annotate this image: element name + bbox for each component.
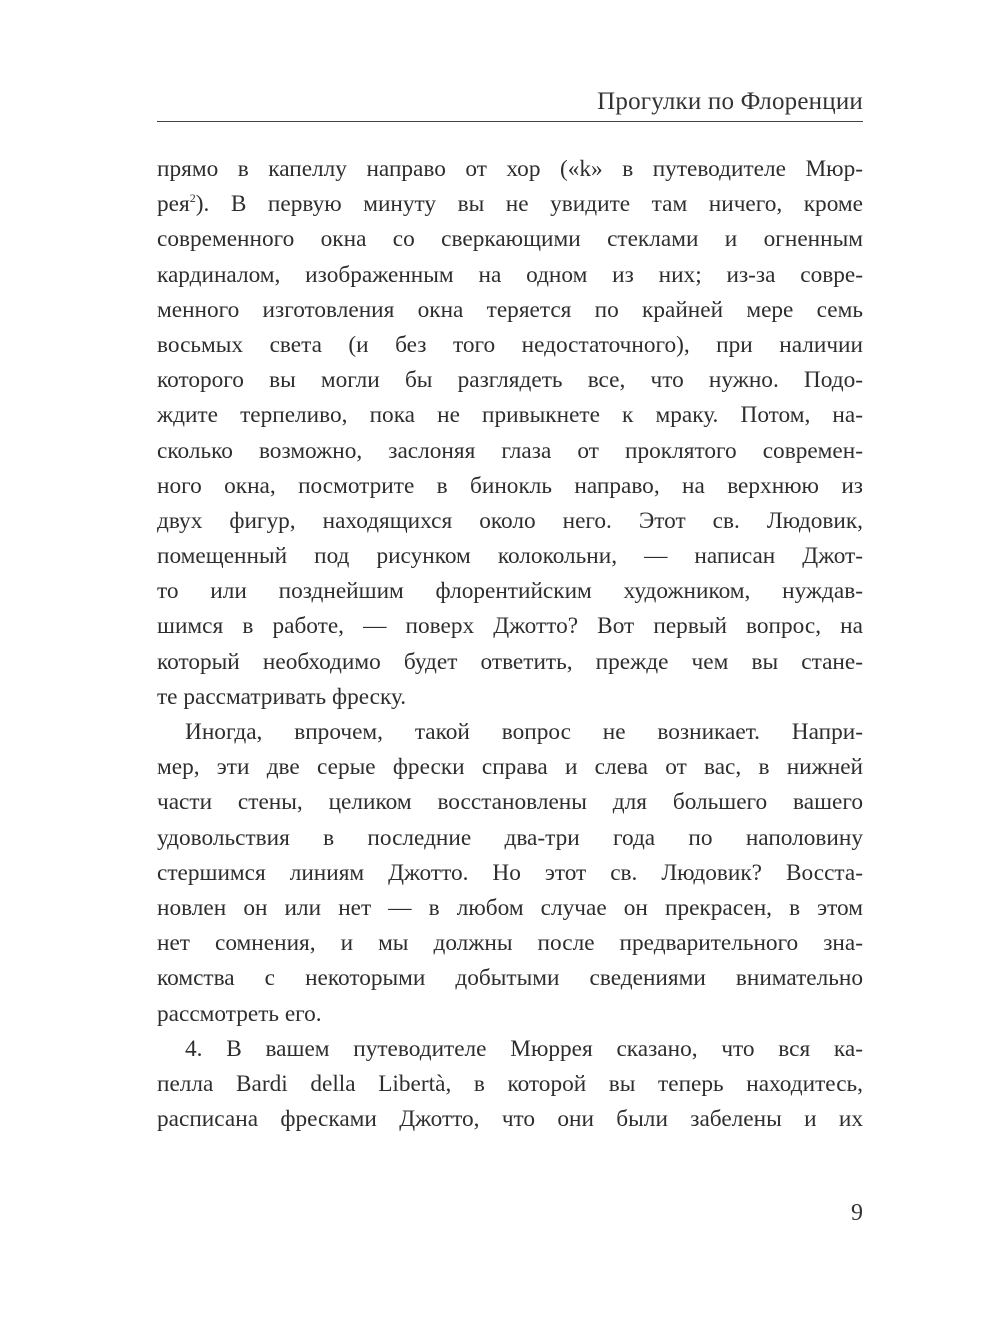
body-text	[157, 152, 863, 1137]
text-line: менного изготовления окна теряется по крайней мере семь	[157, 296, 863, 323]
text-line: сколько возможно, заслоняя глаза от проклятого современ-	[157, 437, 863, 464]
text-line-with-footnote	[157, 187, 863, 222]
text-line: расписана фресками Джотто, что они были забелены и их	[157, 1106, 863, 1133]
text-fragment: ). В первую минуту вы не увидите там ничего, кроме	[195, 191, 863, 218]
text-line: пелла Bardi della Libertà, в которой вы теперь находитесь,	[157, 1070, 863, 1097]
text-line: шимся в работе, — поверх Джотто? Вот первый вопрос, на	[157, 613, 863, 640]
text-line: прямо в капеллу направо от хор («k» в путеводителе Мюр-	[157, 156, 863, 182]
text-line: ждите терпеливо, пока не привыкнете к мраку. Потом, на-	[157, 402, 863, 429]
text-line: восьмых света (и без того недостаточного), при наличии	[157, 331, 863, 358]
text-fragment: рея	[157, 191, 190, 218]
header-rule	[157, 121, 863, 122]
text-line: те рассматривать фреску.	[157, 683, 407, 710]
text-line-indented: Иногда, впрочем, такой вопрос не возникает. Напри-	[185, 719, 863, 745]
text-line: рассмотреть его.	[157, 1000, 322, 1027]
text-line: мер, эти две серые фрески справа и слева от вас, в нижней	[157, 754, 863, 781]
text-line: двух фигур, находящихся около него. Этот св. Людовик,	[157, 507, 863, 534]
text-line: который необходимо будет ответить, прежде чем вы стане-	[157, 648, 863, 675]
footnote-mark[interactable]: 2	[189, 191, 196, 206]
text-line: нет сомнения, и мы должны после предварительного зна-	[157, 930, 863, 957]
text-line: то или позднейшим флорентийским художником, нуждав-	[157, 578, 863, 605]
text-line: современного окна со сверкающими стеклами и огненным	[157, 226, 863, 253]
text-line: помещенный под рисунком колокольни, — написан Джот-	[157, 543, 863, 570]
text-line: части стены, целиком восстановлены для большего вашего	[157, 789, 863, 816]
text-line: которого вы могли бы разглядеть все, что нужно. Подо-	[157, 367, 863, 394]
text-line: новлен он или нет — в любом случае он прекрасен, в этом	[157, 894, 863, 921]
text-line: удовольствия в последние два-три года по наполовину	[157, 824, 863, 851]
text-line: стершимся линиям Джотто. Но этот св. Людовик? Восста-	[157, 859, 863, 886]
running-head: Прогулки по Флоренции	[597, 88, 863, 115]
text-line: кардиналом, изображенным на одном из них; из-за совре-	[157, 261, 863, 288]
page-number: 9	[851, 1200, 863, 1226]
text-line-indented: 4. В вашем путеводителе Мюррея сказано, что вся ка-	[185, 1035, 863, 1062]
text-line: комства с некоторыми добытыми сведениями внимательно	[157, 965, 863, 992]
text-line: ного окна, посмотрите в бинокль направо, на верхнюю из	[157, 472, 863, 499]
